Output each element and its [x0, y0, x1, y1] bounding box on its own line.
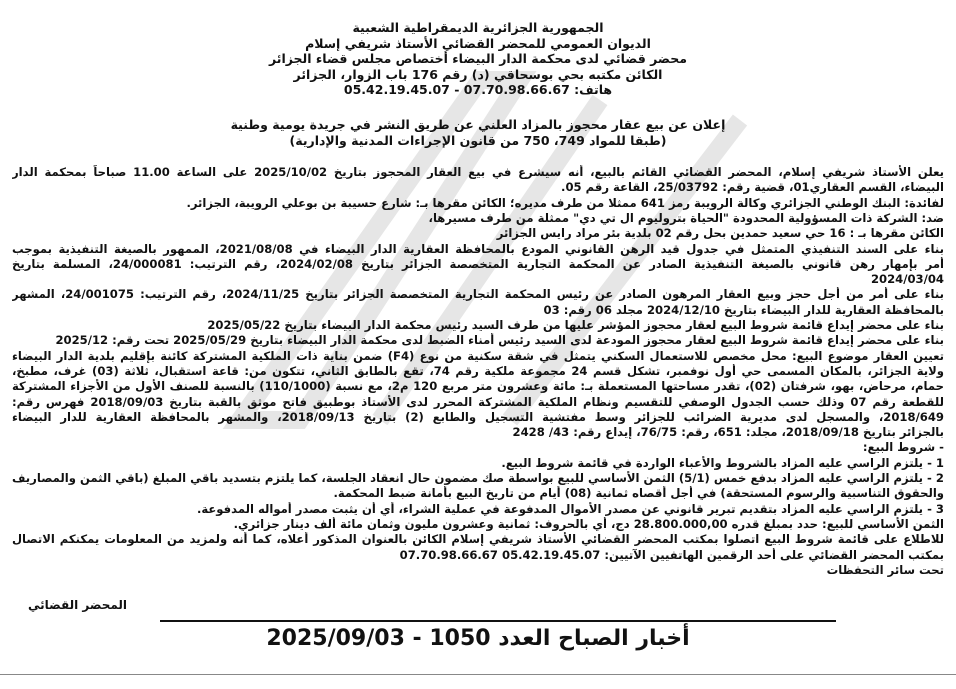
body-line: 2018/649، والمسجل لدى مديرية الضرائب للجزائر وسط مفتشية التسجيل والطابع (2) بتاريخ 2018/09/13، والمشهر بالمحافظة العقارية للدار البيضاء [12, 409, 944, 424]
newspaper-footer: أخبار الصباح العدد 1050 - 2025/09/03 [266, 626, 690, 651]
body-line: لفائدة: البنك الوطني الجزائري وكالة الرويبة رمز 641 ممثلا من طرف مديره؛ الكائن مقرها بـ: شارع حسيبة بن بوعلي الرويبة، الجزائر. [186, 195, 944, 210]
body-line: للقطعة رقم 07 وذلك حسب الجدول الوصفي للتقسيم ونظام الملكية المشتركة المحرر لدى الأستاذ بوطبيق فاتح موثق بالقبة بتاريخ 2018/09/03 فهرس رقم: [12, 394, 944, 409]
header-line: هاتف: 07.70.98.66.67 - 05.42.19.45.07 [343, 82, 613, 97]
body-line: 2024/03/04 [870, 272, 944, 287]
body-line: - شروط البيع: [862, 440, 944, 455]
body-line: بناء على السند التنفيذي المتمثل في جدول قيد الرهن القانوني المودع بالمحافظة العقارية الدار البيضاء في 2021/08/08، الممهور بالصيغة التنفيذية بموجب [12, 241, 944, 256]
body-line: تعيين العقار موضوع البيع: محل مخصص للاستعمال السكني يتمثل في شقة سكنية من نوع (F4) ضمن بناية ذات الملكية المشتركة كائنة بإقليم بلدية الدار البيضاء [12, 348, 944, 363]
body-line: بمكتب المحضر القضائي على أحد الرقمين الهاتفيين الآتيين: 05.42.19.45.07 07.70.98.66.67 [399, 547, 944, 562]
body-line: بالجزائر بتاريخ 2018/09/18، مجلد: 651، رقم: 76/75، إيداع رقم: 43/ 2428 [512, 425, 944, 440]
body-line: بالمحافظة العقارية للدار البيضاء بتاريخ 2024/12/10 مجلد 06 رقم: 03 [543, 302, 944, 317]
signature-label: المحضر القضائي [28, 598, 128, 612]
body-line: الثمن الأساسي للبيع: حدد بمبلغ قدره 28.800.000,00 دج، أي بالحروف: ثمانية وعشرون مليون وثمان مائة ألف دينار جزائري. [233, 516, 944, 531]
body-line: بناء على محضر إيداع قائمة شروط البيع لعقار محجوز المودعة لدى السيد رئيس أمناء الضبط لدى محكمة الدار البيضاء بتاريخ 2025/05/29 تحت رقم: 2025/12 [55, 333, 944, 348]
body-line: حمام، مرحاض، بهو، شرفتان (02)، تقدر مساحتها المستعملة بـ: مائة وعشرون متر مربع 120 م2، مع نسبة (110/1000) بالنسبة للصنف الأول من الأجزاء المشتركة [12, 379, 944, 394]
body-line: 2 - يلتزم الراسي عليه المزاد بدفع خمس (5/1) الثمن الأساسي للبيع بواسطة صك مضمون حال انعقاد الجلسة، كما يلتزم بتسديد باقي المبلغ (باقي الثمن والمصاريف [12, 471, 944, 485]
header-line: الجمهورية الجزائرية الديمقراطية الشعبية [352, 20, 604, 35]
body-line: البيضاء، القسم العقاري01، قضية رقم: 25/03792، القاعة رقم 05. [561, 180, 944, 195]
page-bottom-divider [0, 674, 956, 675]
title-line: (طبقا للمواد 749، 750 من قانون الإجراءات المدنية والإدارية) [289, 132, 667, 148]
title-line: إعلان عن بيع عقار محجوز بالمزاد العلني عن طريق النشر في جريدة يومية وطنية [230, 117, 726, 132]
header-line: الديوان العمومي للمحضر القضائي الأستاذ شريفي إسلام [305, 35, 651, 51]
body-line: يعلن الأستاذ شريفي إسلام، المحضر القضائي القائم بالبيع، أنه سيشرع في بيع العقار المحجوز بتاريخ 2025/10/02 على الساعة 11.00 صباحاً بمحكمة الدار [12, 165, 944, 179]
header-line: الكائن مكتبه بحي بوسحاقي (د) رقم 176 باب الزوار، الجزائر [293, 66, 663, 82]
body-line: بناء على محضر إيداع قائمة شروط البيع لعقار محجوز المؤشر عليها من طرف السيد رئيس محكمة الدار البيضاء بتاريخ 2025/05/22 [207, 318, 944, 332]
body-line: أمر بإمهار رهن قانوني بالصيغة التنفيذية الصادر عن المحكمة التجارية المتخصصة الجزائر بتاريخ 2024/02/08، رقم الترتيب: 24/000081، المسلمة بتاريخ [12, 256, 944, 271]
body-line: ولاية الجزائر، بالمكان المسمى حي أول نوفمبر، تشكل قسم 24 مجموعة ملكية رقم 74، تقع بالطابق الثاني، تتكون من: قاعة استقبال، ثلاثة (03) غرف، مطبخ، [12, 363, 944, 378]
body-line: الكائن مقرها بـ : 16 حي سعيد حمدين بحل رقم 02 بلدية بئر مراد رايس الجزائر [496, 226, 944, 241]
body-line: ضد: الشركة ذات المسؤولية المحدودة "الحياة بتروليوم ال تي دي" ممثلة من طرف مسيرها، [428, 210, 944, 225]
footer-divider [160, 620, 836, 622]
body-line: تحت سائر التحفظات [826, 562, 944, 577]
body-line: للاطلاع على قائمة شروط البيع اتصلوا بمكتب المحضر القضائي الأستاذ شريفي إسلام الكائن بالعنوان المذكور أعلاه، كما أنه ولمزيد من المعلومات يمكنكم الاتصال [12, 532, 944, 547]
header-line: محضر قضائي لدى محكمة الدار البيضاء أختصاص مجلس قضاء الجزائر [269, 51, 687, 66]
body-line: والحقوق التناسبية والرسوم المستحقة) في أجل أقصاه ثمانية (08) أيام من تاريخ البيع بأمانة ضبط المحكمة. [333, 486, 944, 501]
body-line: بناء على أمر من أجل حجز وبيع العقار المرهون الصادر عن رئيس المحكمة التجارية المتخصصة الجزائر بتاريخ 2024/11/25، رقم الترتيب: 24/001075، المشهر [12, 287, 944, 302]
body-line: 1 - يلتزم الراسي عليه المزاد بالشروط والأعباء الواردة في قائمة شروط البيع. [501, 455, 944, 470]
body-line: 3 - يلتزم الراسي عليه المزاد بتقديم تبرير قانوني عن مصدر الأموال المدفوعة في عملية الشراء، أي أن يثبت مصدر أمواله المدفوعة. [196, 501, 944, 516]
